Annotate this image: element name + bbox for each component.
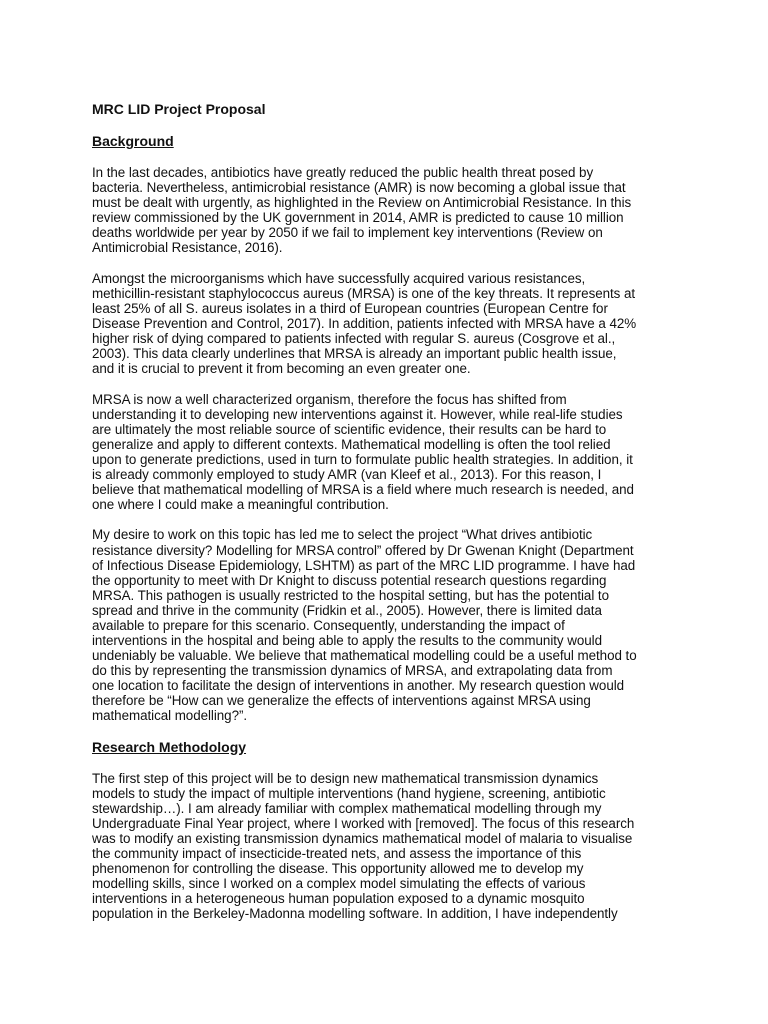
document-body bbox=[92, 101, 708, 937]
text-line: population in the Berkeley-Madonna modelling software. In addition, I have independently bbox=[92, 906, 618, 922]
text-line: mathematical modelling?”. bbox=[92, 708, 248, 724]
text-line: one location to facilitate the design of interventions in another. My research question would bbox=[92, 677, 625, 693]
text-line: models to study the impact of multiple interventions (hand hygiene, screening, antibiotic bbox=[92, 785, 606, 801]
text-line: stewardship…). I am already familiar with complex mathematical modelling through my bbox=[92, 800, 602, 816]
text-line: therefore be “How can we generalize the effects of interventions against MRSA using bbox=[92, 693, 591, 708]
text-line: higher risk of dying compared to patients infected with regular S. aureus (Cosgrove et al., bbox=[92, 330, 616, 346]
text-line: and it is crucial to prevent it from becoming an even greater one. bbox=[92, 361, 471, 377]
text-line: the opportunity to meet with Dr Knight to discuss potential research questions regarding bbox=[92, 572, 607, 588]
text-line: review commissioned by the UK government in 2014, AMR is predicted to cause 10 million bbox=[92, 210, 624, 226]
text-line: undeniably be valuable. We believe that mathematical modelling could be a useful method to bbox=[92, 647, 637, 663]
text-line: Undergraduate Final Year project, where I worked with [removed]. The focus of this research bbox=[92, 815, 635, 831]
text-line: generalize and apply to different contexts. Mathematical modelling is often the tool relied bbox=[92, 436, 611, 452]
paragraph bbox=[92, 771, 708, 921]
text-line: believe that mathematical modelling of MRSA is a field where much research is needed, and bbox=[92, 481, 634, 497]
text-line: Antimicrobial Resistance, 2016). bbox=[92, 240, 283, 256]
paragraph bbox=[92, 392, 708, 512]
text-line: available to prepare for this scenario. Consequently, understanding the impact of bbox=[92, 617, 565, 633]
text-line: modelling skills, since I worked on a complex model simulating the effects of various bbox=[92, 875, 586, 891]
section-heading: Background bbox=[92, 133, 174, 149]
text-line: deaths worldwide per year by 2050 if we fail to implement key interventions (Review on bbox=[92, 225, 603, 241]
text-line: spread and thrive in the community (Fridkin et al., 2005). However, there is limited data bbox=[92, 602, 602, 618]
text-line: My desire to work on this topic has led me to select the project “What drives antibiotic bbox=[92, 527, 593, 543]
paragraph bbox=[92, 165, 708, 255]
text-line: In the last decades, antibiotics have greatly reduced the public health threat posed by bbox=[92, 165, 594, 180]
text-line: phenomenon for controlling the disease. This opportunity allowed me to develop my bbox=[92, 860, 584, 876]
text-line: are ultimately the most reliable source of scientific evidence, their results can be hard to bbox=[92, 421, 607, 437]
text-line: methicillin-resistant staphylococcus aureus (MRSA) is one of the key threats. It represents at bbox=[92, 285, 636, 301]
text-line: was to modify an existing transmission dynamics mathematical model of malaria to visualise bbox=[92, 830, 633, 846]
text-line: resistance diversity? Modelling for MRSA control” offered by Dr Gwenan Knight (Department bbox=[92, 542, 634, 558]
document-title: MRC LID Project Proposal bbox=[92, 101, 266, 117]
text-line: the community impact of insecticide-treated nets, and assess the importance of this bbox=[92, 845, 582, 861]
text-line: understanding it to developing new interventions against it. However, while real-life studies bbox=[92, 406, 623, 422]
text-line: is already commonly employed to study AMR (van Kleef et al., 2013). For this reason, I bbox=[92, 466, 602, 482]
text-line: interventions in the hospital and being able to apply the results to the community would bbox=[92, 632, 602, 648]
text-line: upon to generate predictions, used in turn to formulate public health strategies. In addition, it bbox=[92, 451, 633, 467]
text-line: interventions in a heterogeneous human population exposed to a dynamic mosquito bbox=[92, 890, 585, 906]
text-line: one where I could make a meaningful contribution. bbox=[92, 496, 389, 512]
text-line: do this by representing the transmission dynamics of MRSA, and extrapolating data from bbox=[92, 662, 613, 678]
text-line: must be dealt with urgently, as highlighted in the Review on Antimicrobial Resistance. In this bbox=[92, 195, 632, 211]
text-line: Disease Prevention and Control, 2017). In addition, patients infected with MRSA have a 42% bbox=[92, 315, 637, 331]
paragraph bbox=[92, 527, 708, 723]
text-line: MRSA is now a well characterized organism, therefore the focus has shifted from bbox=[92, 391, 567, 407]
text-line: least 25% of all S. aureus isolates in a third of European countries (European Centre for bbox=[92, 300, 608, 316]
text-line: of Infectious Disease Epidemiology, LSHTM) as part of the MRC LID programme. I have had bbox=[92, 557, 636, 573]
text-line: bacteria. Nevertheless, antimicrobial resistance (AMR) is now becoming a global issue that bbox=[92, 180, 626, 196]
text-line: MRSA. This pathogen is usually restricted to the hospital setting, but has the potential to bbox=[92, 587, 609, 603]
text-line: The first step of this project will be to design new mathematical transmission dynamics bbox=[92, 770, 599, 786]
section-heading: Research Methodology bbox=[92, 738, 247, 755]
paragraph bbox=[92, 271, 708, 376]
text-line: Amongst the microorganisms which have successfully acquired various resistances, bbox=[92, 270, 586, 286]
text-line: 2003). This data clearly underlines that MRSA is already an important public health issue, bbox=[92, 346, 617, 362]
